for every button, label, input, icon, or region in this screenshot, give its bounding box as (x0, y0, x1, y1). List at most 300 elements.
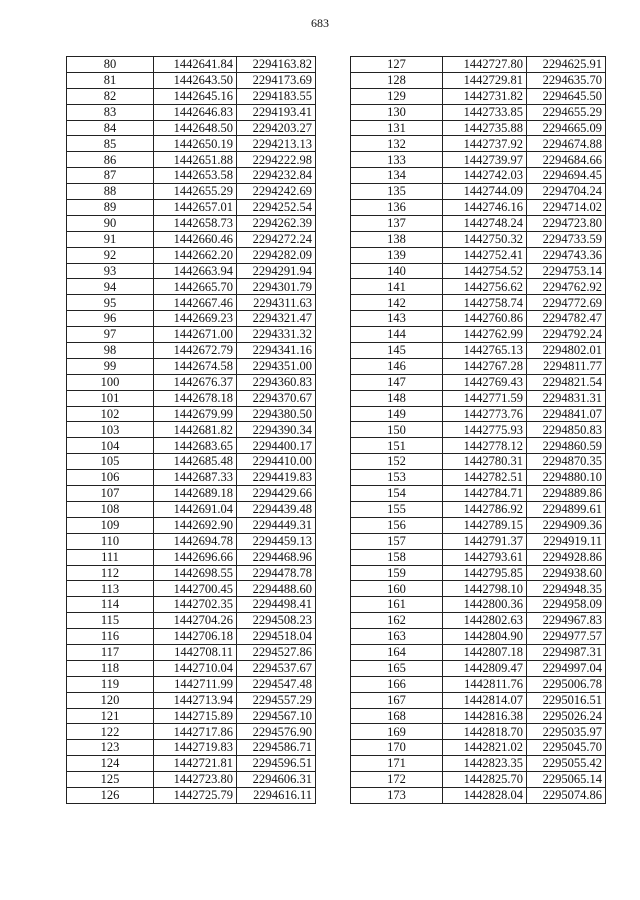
point-number-cell: 141 (351, 279, 443, 295)
coordinate-y-cell: 2294537.67 (237, 660, 316, 676)
coordinate-x-cell: 1442700.45 (154, 581, 237, 597)
coordinate-y-cell: 2294850.83 (527, 422, 606, 438)
table-row (67, 390, 316, 406)
table-row (67, 486, 316, 502)
coordinate-y-cell: 2294311.63 (237, 295, 316, 311)
coordinate-x-cell: 1442739.97 (443, 152, 527, 168)
coordinate-y-cell: 2294468.96 (237, 549, 316, 565)
point-number-cell: 144 (351, 327, 443, 343)
point-number-cell: 80 (67, 57, 154, 73)
table-row (67, 597, 316, 613)
coordinate-y-cell: 2294753.14 (527, 263, 606, 279)
coordinate-y-cell: 2294987.31 (527, 644, 606, 660)
point-number-cell: 113 (67, 581, 154, 597)
coordinate-x-cell: 1442773.76 (443, 406, 527, 422)
point-number-cell: 82 (67, 88, 154, 104)
point-number-cell: 157 (351, 533, 443, 549)
point-number-cell: 142 (351, 295, 443, 311)
coordinate-y-cell: 2294380.50 (237, 406, 316, 422)
coordinate-x-cell: 1442711.99 (154, 676, 237, 692)
coordinate-x-cell: 1442786.92 (443, 501, 527, 517)
coordinate-x-cell: 1442782.51 (443, 470, 527, 486)
table-row (351, 708, 606, 724)
coordinate-x-cell: 1442713.94 (154, 692, 237, 708)
point-number-cell: 160 (351, 581, 443, 597)
coordinate-y-cell: 2294459.13 (237, 533, 316, 549)
table-row (67, 454, 316, 470)
point-number-cell: 121 (67, 708, 154, 724)
table-row (67, 772, 316, 788)
coordinate-x-cell: 1442731.82 (443, 88, 527, 104)
table-row (67, 501, 316, 517)
coordinate-y-cell: 2294429.66 (237, 486, 316, 502)
coordinate-x-cell: 1442795.85 (443, 565, 527, 581)
point-number-cell: 162 (351, 613, 443, 629)
coordinate-x-cell: 1442769.43 (443, 374, 527, 390)
coordinate-y-cell: 2295055.42 (527, 756, 606, 772)
point-number-cell: 91 (67, 231, 154, 247)
coordinate-x-cell: 1442692.90 (154, 517, 237, 533)
coordinate-y-cell: 2294498.41 (237, 597, 316, 613)
point-number-cell: 83 (67, 104, 154, 120)
table-row (351, 660, 606, 676)
coordinate-x-cell: 1442804.90 (443, 629, 527, 645)
coordinate-x-cell: 1442727.80 (443, 57, 527, 73)
point-number-cell: 92 (67, 247, 154, 263)
coordinate-y-cell: 2294400.17 (237, 438, 316, 454)
point-number-cell: 161 (351, 597, 443, 613)
point-number-cell: 133 (351, 152, 443, 168)
table-row (351, 327, 606, 343)
point-number-cell: 151 (351, 438, 443, 454)
coordinate-y-cell: 2294880.10 (527, 470, 606, 486)
point-number-cell: 148 (351, 390, 443, 406)
coordinate-x-cell: 1442775.93 (443, 422, 527, 438)
table-row (351, 470, 606, 486)
coordinate-y-cell: 2294232.84 (237, 168, 316, 184)
point-number-cell: 98 (67, 343, 154, 359)
table-row (351, 406, 606, 422)
point-number-cell: 130 (351, 104, 443, 120)
coordinate-y-cell: 2294331.32 (237, 327, 316, 343)
point-number-cell: 128 (351, 72, 443, 88)
point-number-cell: 163 (351, 629, 443, 645)
point-number-cell: 81 (67, 72, 154, 88)
coordinate-x-cell: 1442653.58 (154, 168, 237, 184)
table-row (67, 72, 316, 88)
point-number-cell: 102 (67, 406, 154, 422)
table-row (351, 88, 606, 104)
table-row (67, 708, 316, 724)
table-row (351, 692, 606, 708)
point-number-cell: 106 (67, 470, 154, 486)
point-number-cell: 99 (67, 358, 154, 374)
coordinate-x-cell: 1442694.78 (154, 533, 237, 549)
table-row (351, 184, 606, 200)
coordinate-x-cell: 1442765.13 (443, 343, 527, 359)
coordinate-y-cell: 2294301.79 (237, 279, 316, 295)
table-row (67, 263, 316, 279)
coordinate-x-cell: 1442825.70 (443, 772, 527, 788)
table-row (351, 136, 606, 152)
coordinate-x-cell: 1442744.09 (443, 184, 527, 200)
coordinate-y-cell: 2294645.50 (527, 88, 606, 104)
coordinate-y-cell: 2294821.54 (527, 374, 606, 390)
coordinate-x-cell: 1442663.94 (154, 263, 237, 279)
coordinate-y-cell: 2294714.02 (527, 200, 606, 216)
coordinate-y-cell: 2294360.83 (237, 374, 316, 390)
coordinate-x-cell: 1442798.10 (443, 581, 527, 597)
point-number-cell: 152 (351, 454, 443, 470)
point-number-cell: 137 (351, 215, 443, 231)
coordinate-x-cell: 1442760.86 (443, 311, 527, 327)
table-row (67, 740, 316, 756)
point-number-cell: 143 (351, 311, 443, 327)
table-row (351, 215, 606, 231)
coordinate-x-cell: 1442672.79 (154, 343, 237, 359)
coordinate-x-cell: 1442802.63 (443, 613, 527, 629)
coordinate-x-cell: 1442651.88 (154, 152, 237, 168)
point-number-cell: 105 (67, 454, 154, 470)
coordinate-y-cell: 2294733.59 (527, 231, 606, 247)
coordinate-y-cell: 2294341.16 (237, 343, 316, 359)
table-row (67, 184, 316, 200)
table-row (67, 200, 316, 216)
coordinate-x-cell: 1442643.50 (154, 72, 237, 88)
coordinate-y-cell: 2294567.10 (237, 708, 316, 724)
coordinate-x-cell: 1442665.70 (154, 279, 237, 295)
coordinate-y-cell: 2294674.88 (527, 136, 606, 152)
point-number-cell: 159 (351, 565, 443, 581)
coordinate-y-cell: 2295006.78 (527, 676, 606, 692)
coordinate-y-cell: 2294860.59 (527, 438, 606, 454)
table-row (67, 152, 316, 168)
point-number-cell: 145 (351, 343, 443, 359)
coordinate-x-cell: 1442702.35 (154, 597, 237, 613)
point-number-cell: 140 (351, 263, 443, 279)
coordinate-x-cell: 1442710.04 (154, 660, 237, 676)
coordinate-y-cell: 2294997.04 (527, 660, 606, 676)
table-row (67, 422, 316, 438)
point-number-cell: 88 (67, 184, 154, 200)
coordinate-x-cell: 1442725.79 (154, 787, 237, 803)
coordinate-x-cell: 1442696.66 (154, 549, 237, 565)
coordinate-y-cell: 2294272.24 (237, 231, 316, 247)
table-row (351, 486, 606, 502)
table-row (351, 120, 606, 136)
coordinate-x-cell: 1442708.11 (154, 644, 237, 660)
table-row (351, 756, 606, 772)
coordinate-x-cell: 1442645.16 (154, 88, 237, 104)
table-row (67, 295, 316, 311)
coordinate-y-cell: 2294762.92 (527, 279, 606, 295)
table-row (351, 152, 606, 168)
coordinate-x-cell: 1442780.31 (443, 454, 527, 470)
point-number-cell: 129 (351, 88, 443, 104)
table-row (67, 215, 316, 231)
coordinate-x-cell: 1442784.71 (443, 486, 527, 502)
coordinate-y-cell: 2294772.69 (527, 295, 606, 311)
coordinate-x-cell: 1442717.86 (154, 724, 237, 740)
coordinate-y-cell: 2294586.71 (237, 740, 316, 756)
table-row (351, 533, 606, 549)
point-number-cell: 132 (351, 136, 443, 152)
table-row (351, 247, 606, 263)
point-number-cell: 147 (351, 374, 443, 390)
point-number-cell: 101 (67, 390, 154, 406)
table-row (67, 787, 316, 803)
table-row (351, 57, 606, 73)
coordinate-x-cell: 1442641.84 (154, 57, 237, 73)
coordinate-x-cell: 1442735.88 (443, 120, 527, 136)
coordinate-x-cell: 1442683.65 (154, 438, 237, 454)
table-row (67, 279, 316, 295)
table-row (351, 676, 606, 692)
table-row (67, 247, 316, 263)
table-row (67, 549, 316, 565)
table-row (351, 597, 606, 613)
coordinate-y-cell: 2294576.90 (237, 724, 316, 740)
point-number-cell: 169 (351, 724, 443, 740)
coordinate-x-cell: 1442807.18 (443, 644, 527, 660)
point-number-cell: 87 (67, 168, 154, 184)
point-number-cell: 104 (67, 438, 154, 454)
coordinate-y-cell: 2294351.00 (237, 358, 316, 374)
coordinates-table-right (350, 56, 606, 804)
coordinate-x-cell: 1442742.03 (443, 168, 527, 184)
coordinate-x-cell: 1442748.24 (443, 215, 527, 231)
table-row (67, 660, 316, 676)
coordinate-y-cell: 2295035.97 (527, 724, 606, 740)
coordinate-x-cell: 1442828.04 (443, 787, 527, 803)
point-number-cell: 158 (351, 549, 443, 565)
coordinate-x-cell: 1442756.62 (443, 279, 527, 295)
coordinate-x-cell: 1442706.18 (154, 629, 237, 645)
coordinate-y-cell: 2294928.86 (527, 549, 606, 565)
point-number-cell: 109 (67, 517, 154, 533)
coordinate-x-cell: 1442758.74 (443, 295, 527, 311)
coordinate-y-cell: 2294173.69 (237, 72, 316, 88)
coordinate-x-cell: 1442721.81 (154, 756, 237, 772)
point-number-cell: 112 (67, 565, 154, 581)
point-number-cell: 89 (67, 200, 154, 216)
coordinate-x-cell: 1442821.02 (443, 740, 527, 756)
table-row (67, 358, 316, 374)
coordinate-x-cell: 1442648.50 (154, 120, 237, 136)
coordinate-y-cell: 2294508.23 (237, 613, 316, 629)
coordinate-x-cell: 1442814.07 (443, 692, 527, 708)
coordinate-x-cell: 1442681.82 (154, 422, 237, 438)
table-row (67, 565, 316, 581)
point-number-cell: 114 (67, 597, 154, 613)
coordinate-y-cell: 2294213.13 (237, 136, 316, 152)
point-number-cell: 86 (67, 152, 154, 168)
coordinate-x-cell: 1442687.33 (154, 470, 237, 486)
point-number-cell: 166 (351, 676, 443, 692)
point-number-cell: 154 (351, 486, 443, 502)
point-number-cell: 100 (67, 374, 154, 390)
point-number-cell: 103 (67, 422, 154, 438)
table-row (351, 104, 606, 120)
table-row (351, 279, 606, 295)
point-number-cell: 110 (67, 533, 154, 549)
table-row (351, 200, 606, 216)
coordinate-y-cell: 2295026.24 (527, 708, 606, 724)
coordinate-x-cell: 1442655.29 (154, 184, 237, 200)
point-number-cell: 150 (351, 422, 443, 438)
table-row (351, 231, 606, 247)
coordinate-y-cell: 2294889.86 (527, 486, 606, 502)
coordinate-y-cell: 2294909.36 (527, 517, 606, 533)
coordinate-y-cell: 2294938.60 (527, 565, 606, 581)
coordinate-x-cell: 1442752.41 (443, 247, 527, 263)
point-number-cell: 139 (351, 247, 443, 263)
coordinate-y-cell: 2294899.61 (527, 501, 606, 517)
table-row (351, 72, 606, 88)
point-number-cell: 111 (67, 549, 154, 565)
table-row (351, 581, 606, 597)
point-number-cell: 164 (351, 644, 443, 660)
point-number-cell: 149 (351, 406, 443, 422)
point-number-cell: 119 (67, 676, 154, 692)
coordinate-y-cell: 2294262.39 (237, 215, 316, 231)
coordinate-y-cell: 2294704.24 (527, 184, 606, 200)
table-row (67, 136, 316, 152)
table-row (67, 724, 316, 740)
coordinate-y-cell: 2294203.27 (237, 120, 316, 136)
table-row (67, 438, 316, 454)
coordinate-x-cell: 1442715.89 (154, 708, 237, 724)
coordinate-y-cell: 2294792.24 (527, 327, 606, 343)
coordinate-y-cell: 2294841.07 (527, 406, 606, 422)
point-number-cell: 170 (351, 740, 443, 756)
coordinate-y-cell: 2294252.54 (237, 200, 316, 216)
coordinate-y-cell: 2294488.60 (237, 581, 316, 597)
coordinate-x-cell: 1442789.15 (443, 517, 527, 533)
coordinate-y-cell: 2294370.67 (237, 390, 316, 406)
table-row (67, 676, 316, 692)
table-row (67, 231, 316, 247)
coordinate-x-cell: 1442719.83 (154, 740, 237, 756)
coordinate-y-cell: 2294282.09 (237, 247, 316, 263)
coordinate-x-cell: 1442793.61 (443, 549, 527, 565)
point-number-cell: 94 (67, 279, 154, 295)
coordinate-y-cell: 2294665.09 (527, 120, 606, 136)
table-row (351, 501, 606, 517)
coordinate-y-cell: 2294547.48 (237, 676, 316, 692)
table-row (351, 644, 606, 660)
point-number-cell: 136 (351, 200, 443, 216)
coordinate-y-cell: 2294449.31 (237, 517, 316, 533)
coordinate-x-cell: 1442679.99 (154, 406, 237, 422)
coordinate-x-cell: 1442662.20 (154, 247, 237, 263)
point-number-cell: 123 (67, 740, 154, 756)
table-row (351, 454, 606, 470)
coordinate-x-cell: 1442674.58 (154, 358, 237, 374)
coordinate-y-cell: 2294782.47 (527, 311, 606, 327)
coordinate-x-cell: 1442737.92 (443, 136, 527, 152)
coordinate-x-cell: 1442767.28 (443, 358, 527, 374)
coordinate-x-cell: 1442733.85 (443, 104, 527, 120)
coordinate-y-cell: 2295016.51 (527, 692, 606, 708)
table-row (67, 613, 316, 629)
point-number-cell: 95 (67, 295, 154, 311)
coordinate-y-cell: 2294557.29 (237, 692, 316, 708)
point-number-cell: 117 (67, 644, 154, 660)
coordinate-y-cell: 2294193.41 (237, 104, 316, 120)
coordinate-x-cell: 1442669.23 (154, 311, 237, 327)
point-number-cell: 165 (351, 660, 443, 676)
point-number-cell: 122 (67, 724, 154, 740)
point-number-cell: 172 (351, 772, 443, 788)
coordinate-y-cell: 2294163.82 (237, 57, 316, 73)
coordinate-x-cell: 1442811.76 (443, 676, 527, 692)
coordinate-y-cell: 2295074.86 (527, 787, 606, 803)
point-number-cell: 108 (67, 501, 154, 517)
table-row (351, 374, 606, 390)
coordinate-x-cell: 1442657.01 (154, 200, 237, 216)
point-number-cell: 126 (67, 787, 154, 803)
point-number-cell: 96 (67, 311, 154, 327)
table-row (351, 168, 606, 184)
coordinate-x-cell: 1442778.12 (443, 438, 527, 454)
table-row (67, 644, 316, 660)
point-number-cell: 135 (351, 184, 443, 200)
table-row (351, 724, 606, 740)
coordinate-x-cell: 1442667.46 (154, 295, 237, 311)
table-row (351, 549, 606, 565)
table-row (67, 406, 316, 422)
table-row (351, 517, 606, 533)
table-row (351, 438, 606, 454)
coordinate-y-cell: 2294242.69 (237, 184, 316, 200)
point-number-cell: 118 (67, 660, 154, 676)
point-number-cell: 127 (351, 57, 443, 73)
coordinate-x-cell: 1442791.37 (443, 533, 527, 549)
coordinate-x-cell: 1442658.73 (154, 215, 237, 231)
table-row (67, 311, 316, 327)
coordinate-y-cell: 2295045.70 (527, 740, 606, 756)
coordinate-y-cell: 2294811.77 (527, 358, 606, 374)
coordinate-x-cell: 1442660.46 (154, 231, 237, 247)
table-row (351, 740, 606, 756)
coordinate-y-cell: 2294802.01 (527, 343, 606, 359)
coordinate-x-cell: 1442671.00 (154, 327, 237, 343)
coordinate-y-cell: 2294390.34 (237, 422, 316, 438)
coordinate-y-cell: 2294419.83 (237, 470, 316, 486)
table-row (67, 629, 316, 645)
point-number-cell: 107 (67, 486, 154, 502)
point-number-cell: 90 (67, 215, 154, 231)
point-number-cell: 173 (351, 787, 443, 803)
coordinate-x-cell: 1442650.19 (154, 136, 237, 152)
coordinate-x-cell: 1442823.35 (443, 756, 527, 772)
coordinate-x-cell: 1442698.55 (154, 565, 237, 581)
coordinate-x-cell: 1442723.80 (154, 772, 237, 788)
table-row (351, 295, 606, 311)
point-number-cell: 146 (351, 358, 443, 374)
coordinate-y-cell: 2294635.70 (527, 72, 606, 88)
table-row (67, 88, 316, 104)
point-number-cell: 153 (351, 470, 443, 486)
point-number-cell: 125 (67, 772, 154, 788)
coordinate-x-cell: 1442691.04 (154, 501, 237, 517)
coordinate-x-cell: 1442689.18 (154, 486, 237, 502)
coordinate-x-cell: 1442816.38 (443, 708, 527, 724)
point-number-cell: 168 (351, 708, 443, 724)
table-row (351, 390, 606, 406)
coordinate-y-cell: 2294625.91 (527, 57, 606, 73)
